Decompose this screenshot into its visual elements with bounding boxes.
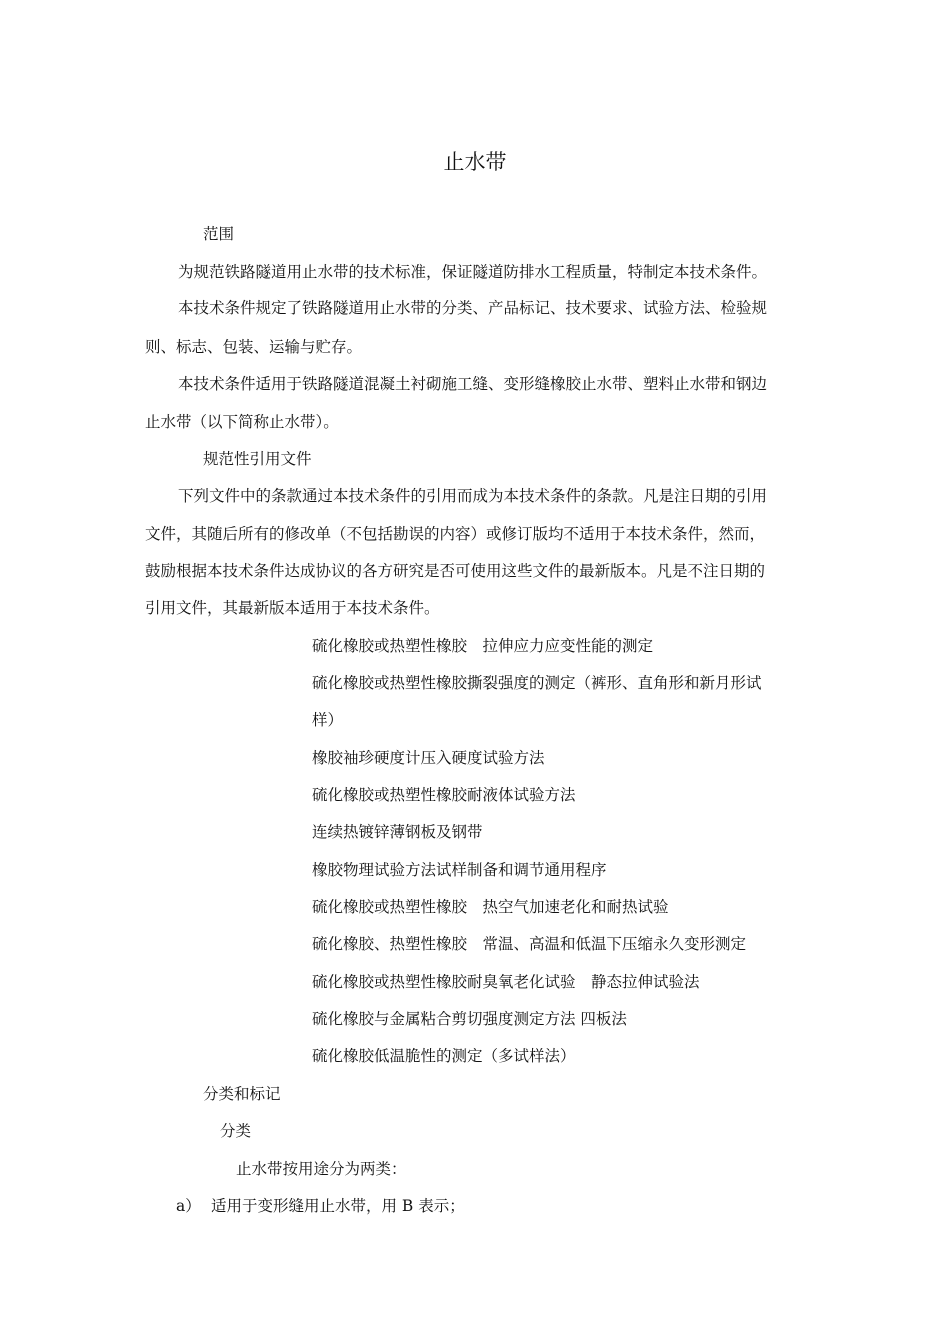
document-title: 止水带 (443, 150, 507, 174)
reference-item: 硫化橡胶或热塑性橡胶撕裂强度的测定（裤形、直角形和新月形试 (312, 674, 762, 692)
reference-item: 硫化橡胶或热塑性橡胶耐液体试验方法 (312, 786, 576, 804)
scope-paragraph-1: 为规范铁路隧道用止水带的技术标准，保证隧道防排水工程质量，特制定本技术条件。 (178, 263, 768, 281)
normative-line-4: 引用文件，其最新版本适用于本技术条件。 (145, 599, 440, 617)
reference-item: 硫化橡胶低温脆性的测定（多试样法） (312, 1047, 576, 1065)
reference-item: 橡胶袖珍硬度计压入硬度试验方法 (312, 749, 545, 767)
scope-paragraph-2-line-2: 则、标志、包装、运输与贮存。 (145, 338, 363, 356)
subsection-heading-classification: 分类 (220, 1122, 252, 1140)
reference-item: 硫化橡胶或热塑性橡胶耐臭氧老化试验 静态拉伸试验法 (312, 973, 700, 991)
section-heading-scope: 范围 (203, 225, 235, 243)
reference-item-continued: 样） (312, 711, 344, 729)
normative-line-2: 文件，其随后所有的修改单（不包括勘误的内容）或修订版均不适用于本技术条件，然而， (145, 525, 766, 543)
reference-item: 橡胶物理试验方法试样制备和调节通用程序 (312, 861, 607, 879)
reference-item: 硫化橡胶与金属粘合剪切强度测定方法 四板法 (312, 1010, 627, 1028)
reference-item: 连续热镀锌薄钢板及钢带 (312, 823, 483, 841)
normative-line-1: 下列文件中的条款通过本技术条件的引用而成为本技术条件的条款。凡是注日期的引用 (178, 487, 768, 505)
list-item-text-a: 适用于变形缝用止水带，用 B 表示； (211, 1197, 465, 1215)
normative-line-3: 鼓励根据本技术条件达成协议的各方研究是否可使用这些文件的最新版本。凡是不注日期的 (145, 562, 766, 580)
classification-intro: 止水带按用途分为两类： (236, 1160, 407, 1178)
reference-item: 硫化橡胶、热塑性橡胶 常温、高温和低温下压缩永久变形测定 (312, 935, 747, 953)
reference-item: 硫化橡胶或热塑性橡胶 热空气加速老化和耐热试验 (312, 898, 669, 916)
section-heading-classification: 分类和标记 (203, 1085, 281, 1103)
reference-item: 硫化橡胶或热塑性橡胶 拉伸应力应变性能的测定 (312, 637, 654, 655)
list-item-label-a: a） (176, 1197, 201, 1215)
scope-paragraph-3-line-2: 止水带（以下简称止水带）。 (145, 413, 339, 431)
scope-paragraph-3-line-1: 本技术条件适用于铁路隧道混凝土衬砌施工缝、变形缝橡胶止水带、塑料止水带和钢边 (178, 375, 768, 393)
scope-paragraph-2-line-1: 本技术条件规定了铁路隧道用止水带的分类、产品标记、技术要求、试验方法、检验规 (178, 299, 768, 317)
section-heading-normative: 规范性引用文件 (203, 450, 312, 468)
